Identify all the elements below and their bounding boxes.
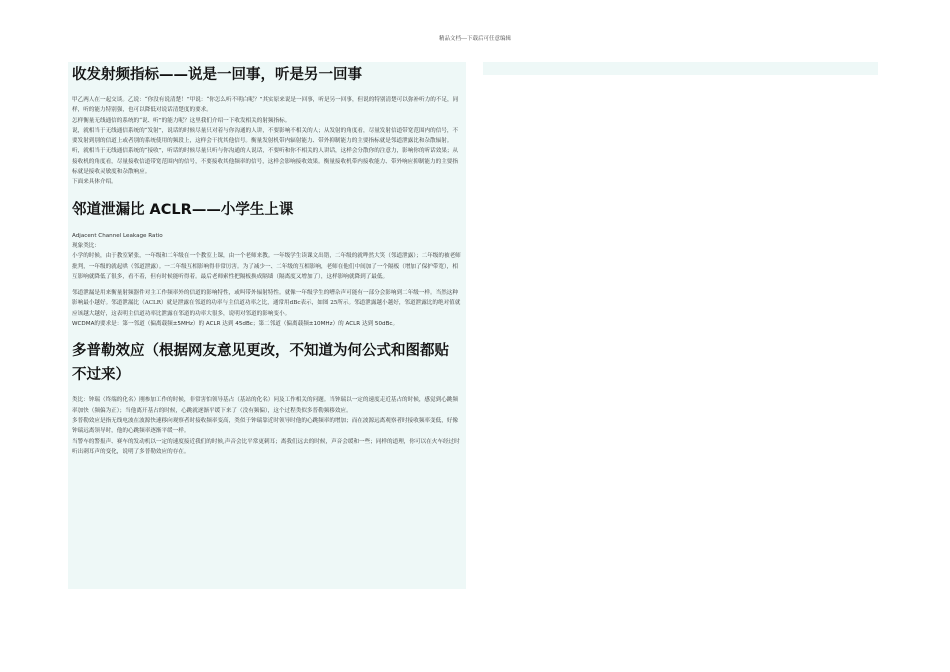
section-title-rf-indicators: 收发射频指标——说是一回事，听是另一回事: [72, 67, 362, 83]
paragraph: WCDMA的要求是：第一邻道（偏离载频±5MHz）的 ACLR 达到 45dBc；第二邻道（偏离载频±10MHz）的 ACLR 达到 50dBc。: [72, 321, 399, 328]
paragraph: 怎样衡量无线通信的系统的“说、听”的能力呢？这里我们介绍一下收发相关的射频指标。: [72, 117, 291, 124]
section-title-doppler: 多普勒效应（根据网友意见更改，不知道为何公式和图都贴不过来）: [72, 343, 449, 384]
paragraph: 邻道泄漏是用来衡量射频器件对主工作频率外的信道的影响特性，或叫带外辐射特性。就像一年级学生的嘈杂声可能有一部分会影响到二年级一样。当然这种影响最小越好。邻道泄漏比（ACLR）就是泄露在邻道的功率与主信道功率之比，通常用dBc表示，如图 25所示。邻道泄露越小越好，邻道泄露比的绝对值就应该越大越好，这表明主信道功率比泄露在邻道的功率大很多，说明对邻道的影响变小。: [72, 290, 461, 317]
paragraph: 小学的时候，由于教室紧张，一年级和二年级在一个教室上课，由一个老师来教。一年级学生读课文出错，二年级的就哗然大笑（邻道泄露）；二年级的被老师批判，一年级的就起哄（邻道泄露）。一二年级互相影响得非常厉害。为了减少一、二年级的互相影响，老师在他们中间加了一个隔板（增加了保护带宽），相互影响就降低了很多，看不着，但有时候能听得着。最后老师索性把隔板换成隔墙（隔离度又增加了），这样影响就降到了最低。: [72, 253, 461, 280]
paragraph: 说，就相当于无线通信系统的“发射”，说话的时候尽量只对着与你沟通的人讲，不要影响不相关的人；从发射的角度看，尽量发射信道带宽范围内的信号，不要发射到别的信道上或者别的系统使用的频段上，这样会干扰其他信号。衡量发射机带内辐射能力、带外抑制能力的主要指标就是邻道泄露比和杂散辐射。: [72, 127, 459, 145]
paragraph: 甲乙两人在一起交谈。乙说：“你没有说清楚！”甲说：“你怎么听不明白呢？”其实原来说是一回事，听是另一回事，但说的特别清楚可以弥补听力的不足，同样，听的能力特别强，也可以降低对说话清楚度的要求。: [72, 97, 459, 114]
page-header: 精品文档---下载后可任意编辑: [439, 36, 511, 42]
paragraph: 多普勒效应是指无线电波在波源快速移向观察者时接收频率变高，类似于钟瑞靠近时领导时他的心跳频率的增加；而在波源远离观察者时接收频率变低，好像钟瑞远离领导时，他的心跳频率逐渐平缓一样。: [72, 417, 458, 435]
section-subtitle: Adjacent Channel Leakage Ratio: [72, 232, 163, 239]
section-title-aclr: 邻道泄漏比 ACLR——小学生上课: [72, 201, 294, 218]
paragraph: 类比：钟瑞（终端的化名）刚参加工作的时候，非常害怕领导基占（基站的化名）问及工作相关的问题。当钟瑞以一定的速度走近基占的时候，感觉到心跳频率加快（频偏为正）；当他离开基占的时候，心跳就逐渐平缓下来了（没有频偏），这个过程类似多普勒频移效应。: [72, 397, 458, 414]
paragraph: 下面来具体介绍。: [72, 179, 117, 186]
document-column: [68, 62, 466, 589]
paragraph: 现象类比：: [72, 242, 100, 249]
paragraph: 听，就相当于无线通信系统的“接收”，听话的时候尽量只听与你沟通的人说话，不要听和你不相关的人讲话，这样会分散你的注意力，影响你的听话效果；从接收机的角度看，尽量接收信道带宽范围内的信号，不要接收其他频率的信号，这样会影响接收效果。衡量接收机带内接收能力、带外响应抑制能力的主要指标就是接收灵敏度和杂散响应。: [72, 148, 459, 176]
paragraph: 当警车的警报声、赛车的发动机以一定的速度接近我们的时候,声音会比平常更刺耳；离我们远去的时候，声音会缓和一些；同样的道理，你可以在火车经过时听出刺耳声的变化，说明了多普勒效应的存在。: [72, 438, 460, 455]
right-column-strip: [483, 62, 878, 75]
